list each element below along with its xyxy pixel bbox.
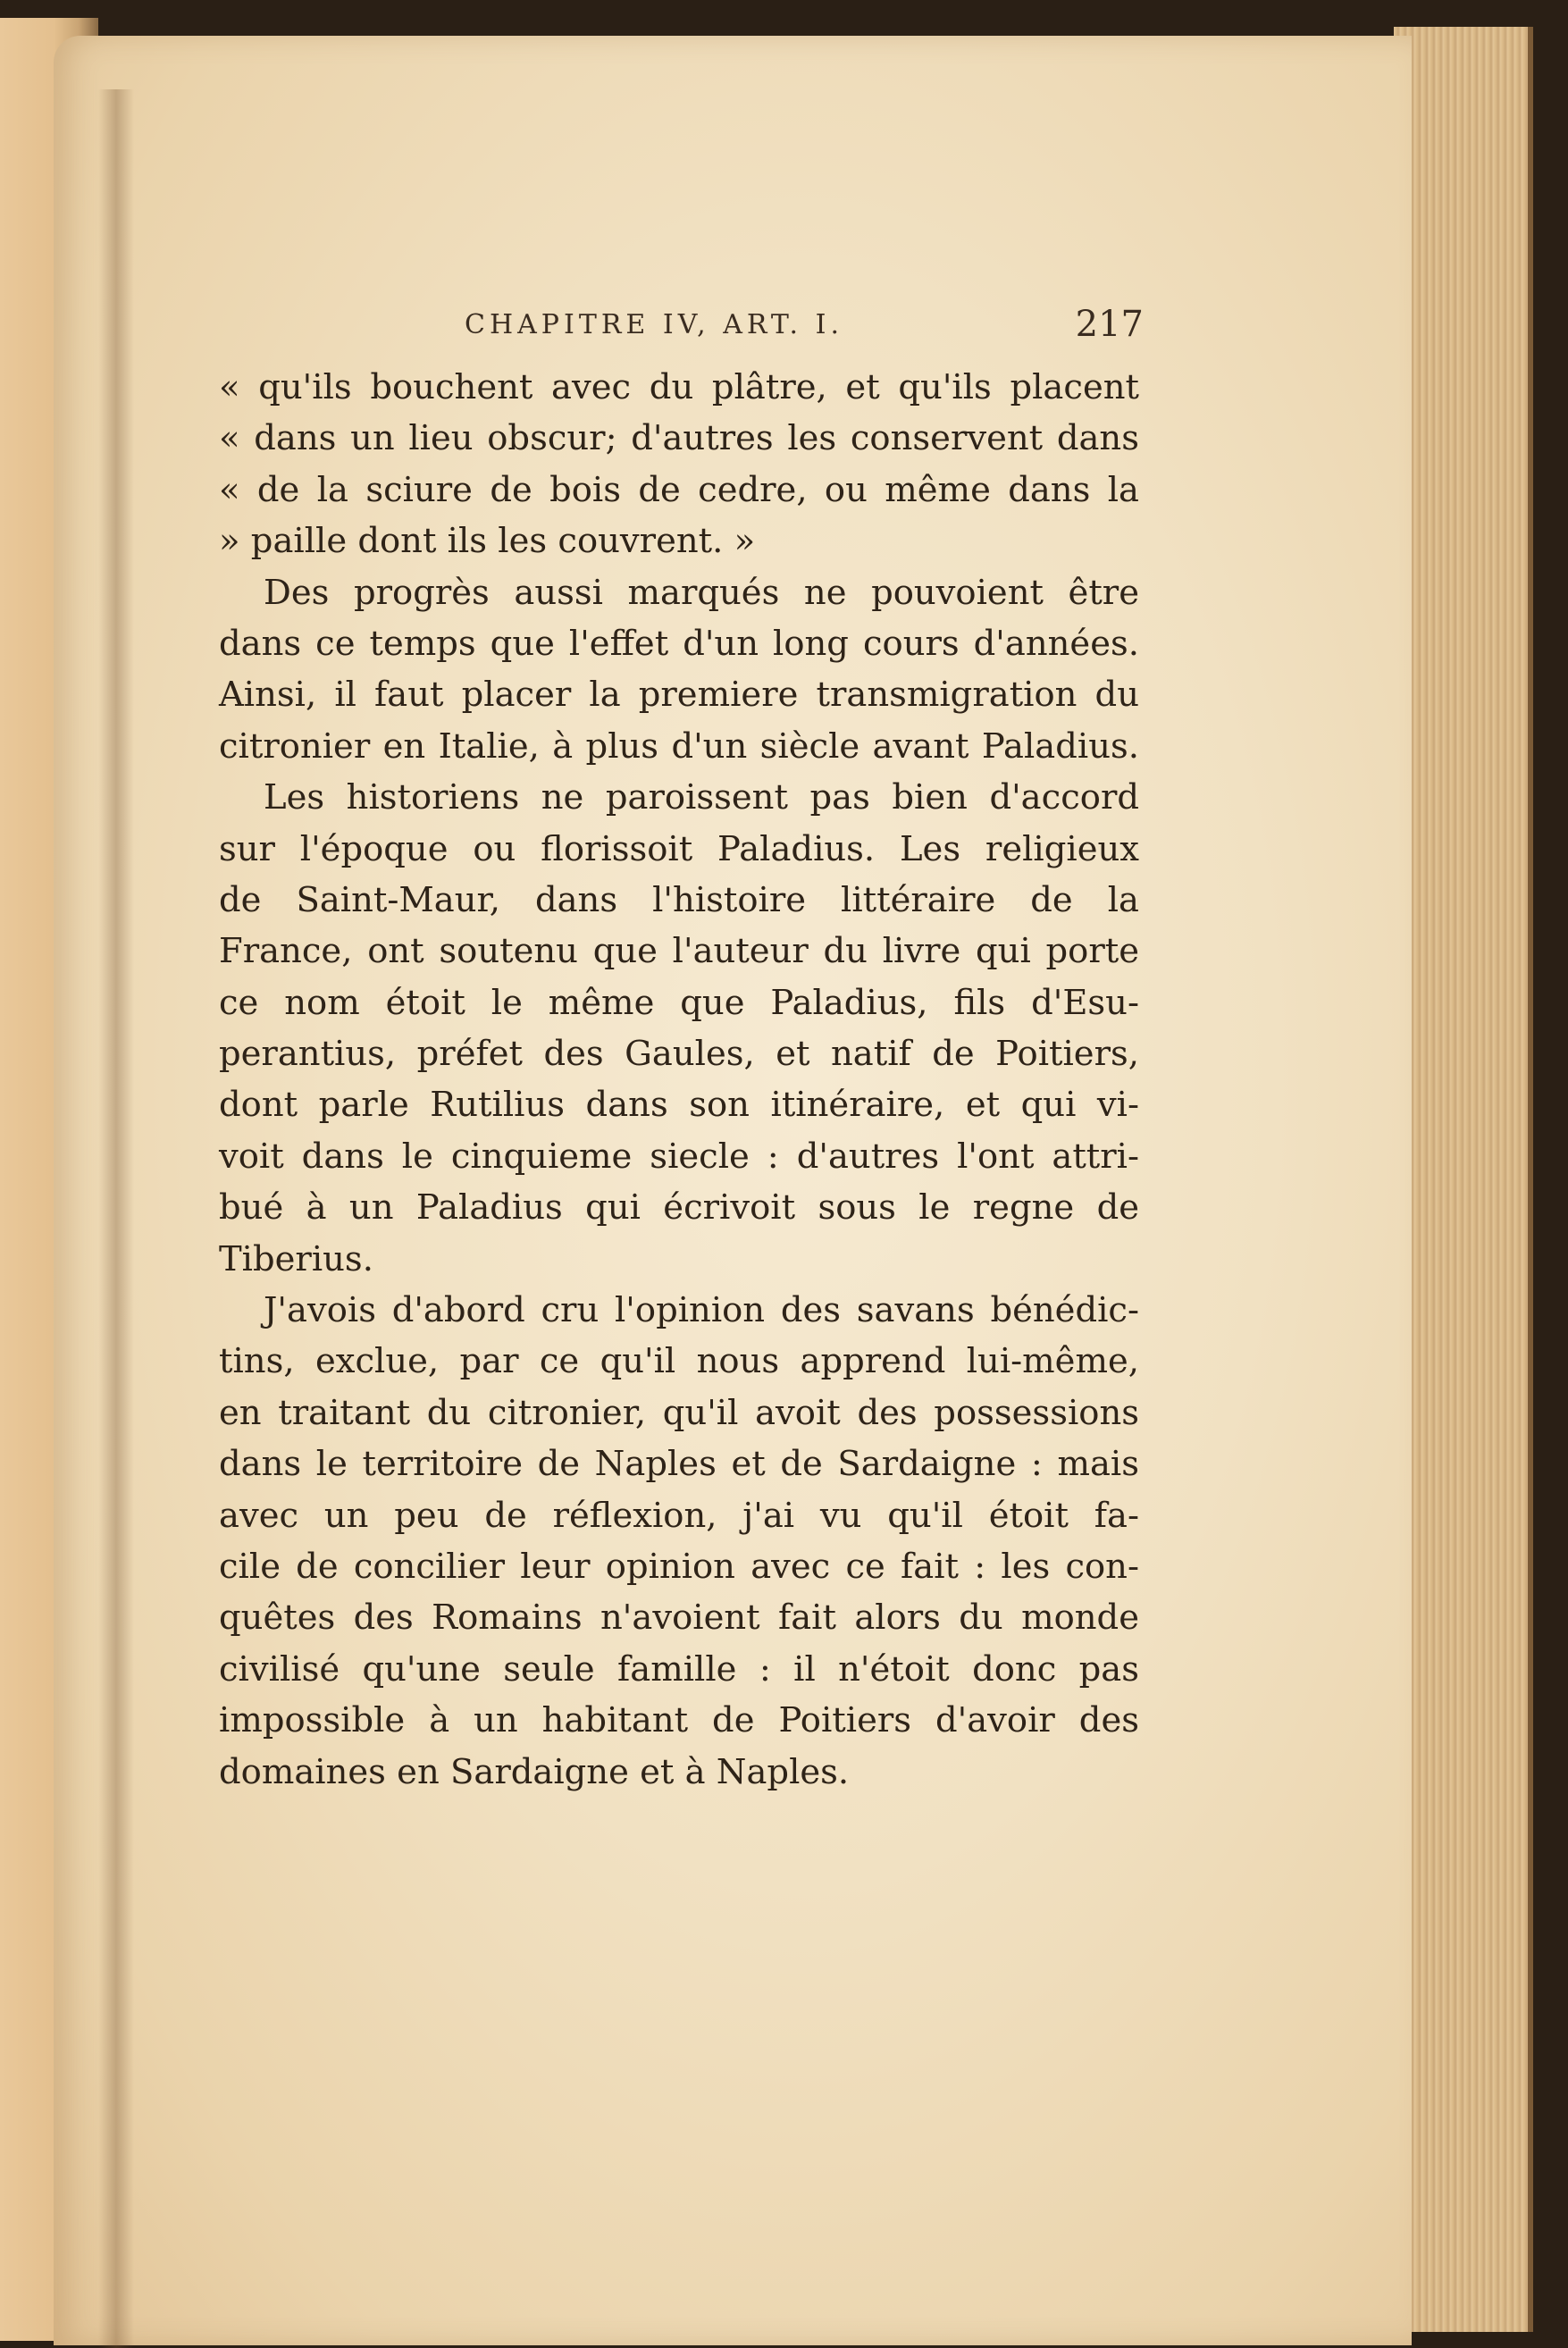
- text-line: avec un peu de réflexion, j'ai vu qu'il étoit fa-: [219, 1495, 1139, 1536]
- text-line: perantius, préfet des Gaules, et natif de Poitiers,: [219, 1034, 1139, 1075]
- text-line: domaines en Sardaigne et à Naples.: [219, 1751, 850, 1792]
- text-line: citronier en Italie, à plus d'un siècle avant Paladius.: [219, 725, 1139, 767]
- text-line: dans le territoire de Naples et de Sardaigne : mais: [219, 1444, 1139, 1485]
- binding-gutter: [98, 89, 134, 2348]
- page-stack-edge: [1394, 27, 1533, 2332]
- text-line: dont parle Rutilius dans son itinéraire, et qui vi-: [219, 1085, 1139, 1126]
- body-text: [219, 362, 1139, 1798]
- text-line: Des progrès aussi marqués ne pouvoient être: [264, 572, 1139, 613]
- text-line: tins, exclue, par ce qu'il nous apprend lui-même,: [219, 1341, 1139, 1382]
- running-head: [465, 304, 1144, 348]
- text-line: Les historiens ne paroissent pas bien d'accord: [264, 777, 1139, 818]
- text-line: voit dans le cinquieme siecle : d'autres l'ont attri-: [219, 1136, 1139, 1177]
- text-line: cile de concilier leur opinion avec ce fait : les con-: [219, 1546, 1139, 1587]
- chapter-heading: CHAPITRE IV, ART. I.: [465, 309, 843, 340]
- text-line: sur l'époque ou florissoit Paladius. Les religieux: [219, 828, 1139, 869]
- text-line: » paille dont ils les couvrent. »: [219, 521, 756, 562]
- text-line: « de la sciure de bois de cedre, ou même dans la: [219, 469, 1139, 510]
- text-line: dans ce temps que l'effet d'un long cours d'années.: [219, 623, 1139, 664]
- text-line: « qu'ils bouchent avec du plâtre, et qu'ils placent: [219, 367, 1139, 407]
- text-line: « dans un lieu obscur; d'autres les conservent dans: [219, 418, 1139, 459]
- page-number: 217: [1075, 304, 1144, 345]
- text-line: J'avois d'abord cru l'opinion des savans bénédic-: [264, 1290, 1139, 1331]
- text-line: bué à un Paladius qui écrivoit sous le regne de: [219, 1187, 1139, 1229]
- text-line: impossible à un habitant de Poitiers d'avoir des: [219, 1700, 1139, 1741]
- text-line: de Saint-Maur, dans l'histoire littéraire de la: [219, 879, 1139, 920]
- text-line: Tiberius.: [219, 1238, 373, 1279]
- text-line: quêtes des Romains n'avoient fait alors du monde: [219, 1597, 1139, 1639]
- text-line: en traitant du citronier, qu'il avoit des possessions: [219, 1392, 1139, 1433]
- text-line: France, ont soutenu que l'auteur du livre qui porte: [219, 931, 1139, 972]
- text-line: civilisé qu'une seule famille : il n'étoit donc pas: [219, 1648, 1139, 1690]
- text-line: Ainsi, il faut placer la premiere transmigration du: [219, 675, 1139, 716]
- text-line: ce nom étoit le même que Paladius, fils d'Esu-: [219, 982, 1139, 1023]
